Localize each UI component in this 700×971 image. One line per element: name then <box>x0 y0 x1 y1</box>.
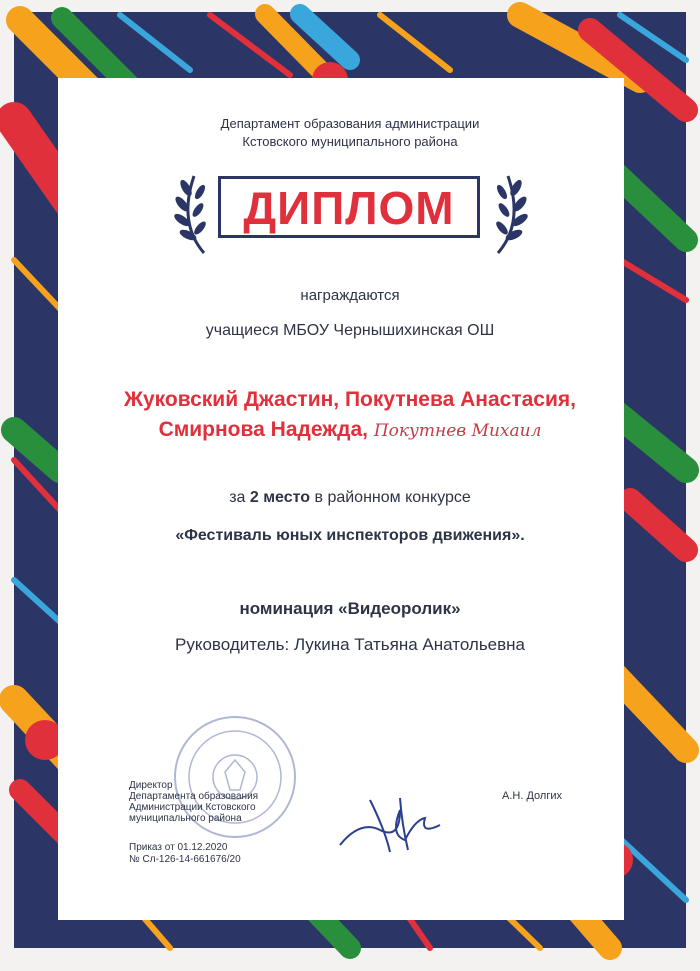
order-date: Приказ от 01.12.2020 <box>129 842 228 853</box>
awarded-text: награждаются <box>300 287 400 304</box>
director-title <box>129 780 299 824</box>
names-line-2-printed: Смирнова Надежда, <box>158 418 368 441</box>
recipients-group: учащиеся МБОУ Чернышихинская ОШ <box>205 322 495 339</box>
signature <box>330 790 450 860</box>
recipient-names <box>60 385 640 446</box>
director-line-3: Администрации Кстовского <box>129 802 256 813</box>
laurel-right-icon <box>486 168 530 258</box>
department-line-2: Кстовского муниципального района <box>242 134 458 149</box>
place-value: 2 место <box>249 489 311 506</box>
title-frame <box>218 176 480 238</box>
handwritten-name: Покутнев Михаил <box>373 421 542 441</box>
place-suffix: в районном конкурсе <box>314 489 471 506</box>
laurel-left-icon <box>172 168 216 258</box>
director-line-2: Департамента образования <box>129 791 259 802</box>
names-line-2 <box>60 415 640 446</box>
director-line-4: муниципального района <box>129 813 242 824</box>
place-prefix: за <box>229 489 246 506</box>
contest-name: «Фестиваль юных инспекторов движения». <box>175 527 525 544</box>
issuing-department <box>130 115 570 151</box>
names-line-1: Жуковский Джастин, Покутнева Анастасия, <box>124 388 576 411</box>
signer-name: А.Н. Долгих <box>502 790 562 802</box>
order-number: № Сл-126-14-661676/20 <box>129 854 241 865</box>
order-reference <box>129 842 329 866</box>
diploma-title: ДИПЛОМ <box>243 182 455 234</box>
team-leader: Руководитель: Лукина Татьяна Анатольевна <box>174 635 526 654</box>
award-place <box>60 489 640 507</box>
department-line-1: Департамент образования администрации <box>220 116 480 131</box>
director-line-1: Директор <box>129 780 173 791</box>
nomination: номинация «Видеоролик» <box>239 599 461 618</box>
